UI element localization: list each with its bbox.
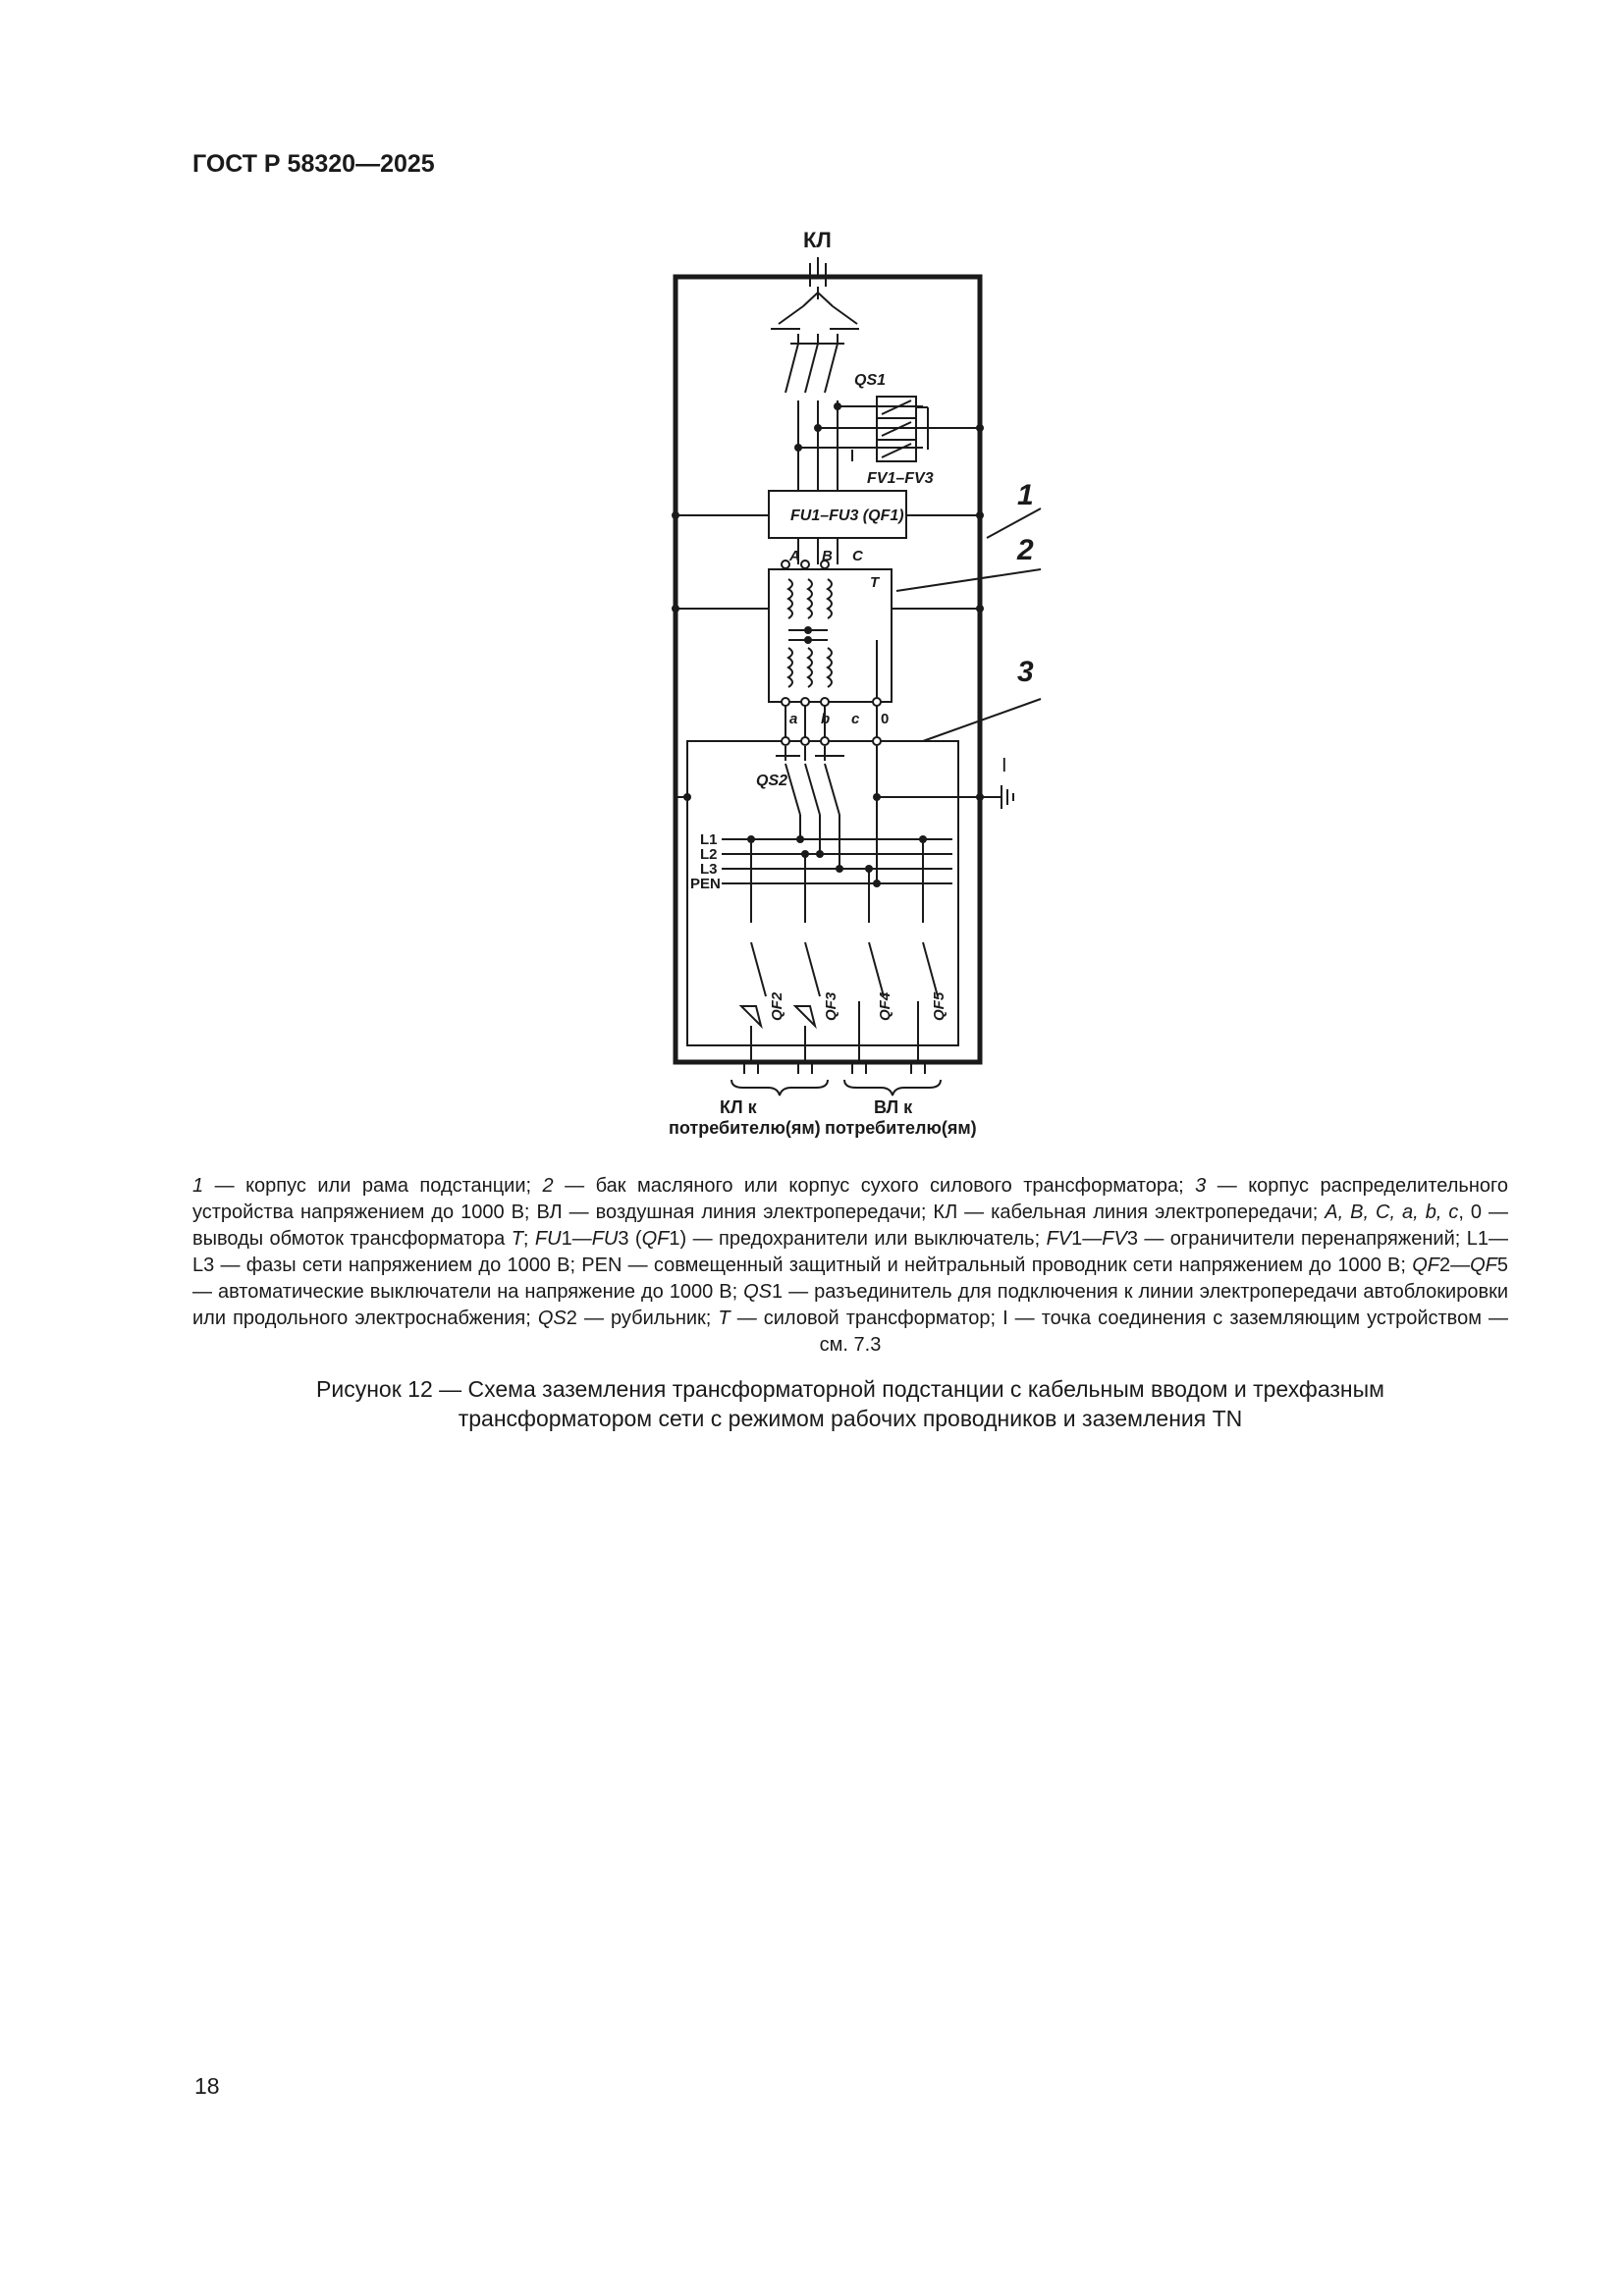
callout-2: 2 (1017, 534, 1034, 566)
legend-symbol: QF (641, 1228, 670, 1250)
document-header: ГОСТ Р 58320—2025 (192, 150, 435, 178)
label-l3: L3 (700, 861, 718, 878)
legend-text: 1 — разъединитель для подключения к линии электропередачи автоблокировки или продольного электроснабжения; (192, 1281, 1508, 1329)
out-kl-line2: потребителю(ям) (669, 1118, 821, 1138)
label-qf5: QF5 (931, 991, 947, 1021)
legend-text: 3 — ограничители перенапряжений; L1—L3 — фазы сети напряжением до 1000 В; PEN — совмещенный защитный и нейтральный проводник сети напряжением до 1000 В; (192, 1228, 1508, 1276)
callout-3: 3 (1017, 656, 1034, 688)
legend-num-2: 2 (542, 1175, 554, 1197)
label-fu: FU1–FU3 (QF1) (790, 507, 904, 524)
label-qs2: QS2 (756, 773, 788, 789)
legend-text: — силовой трансформатор; I — точка соединения с заземляющим устройством — см. 7.3 (730, 1308, 1508, 1356)
legend-text: 3 ( (618, 1228, 642, 1250)
out-kl-line1: КЛ к (720, 1097, 757, 1117)
legend-symbol: QS (743, 1281, 773, 1303)
caption-line-2: трансформатором сети с режимом рабочих проводников и заземления TN (458, 1406, 1243, 1431)
legend-num-3: 3 (1195, 1175, 1207, 1197)
legend-text: , 0 — выводы обмоток трансформатора (192, 1201, 1509, 1250)
label-qf3: QF3 (823, 991, 839, 1021)
label-phase-a-lower: a (789, 711, 798, 727)
legend-text: — корпус распределительного устройства напряжением до 1000 В; ВЛ — воздушная линия электропередачи; КЛ — кабельная линия электропередачи; (192, 1175, 1508, 1223)
legend-text: 2 — рубильник; (566, 1308, 719, 1329)
legend-symbol: FV (1102, 1228, 1127, 1250)
legend-symbol: QF (1412, 1255, 1439, 1276)
legend-terminals: A, B, C, a, b, c (1325, 1201, 1459, 1223)
figure-caption (192, 1374, 1508, 1433)
label-kl-top: КЛ (803, 228, 832, 252)
label-neutral: 0 (881, 711, 890, 727)
label-qf4: QF4 (877, 991, 893, 1021)
label-fv: FV1–FV3 (867, 470, 934, 487)
caption-line-1: Рисунок 12 — Схема заземления трансформаторной подстанции с кабельным вводом и трехфазным (316, 1376, 1384, 1402)
label-pen: PEN (690, 876, 721, 892)
legend-text: ; (522, 1228, 535, 1250)
legend-symbol: T (511, 1228, 523, 1250)
callout-1: 1 (1017, 479, 1034, 511)
label-l2: L2 (700, 846, 718, 863)
legend-symbol: QS (537, 1308, 567, 1329)
legend-text: 2— (1438, 1255, 1471, 1276)
legend-text: — корпус или рама подстанции; (203, 1175, 543, 1197)
label-phase-a-upper: A (789, 548, 800, 564)
label-qf2: QF2 (769, 991, 785, 1021)
legend-symbol: FV (1046, 1228, 1072, 1250)
legend-symbol: QF (1470, 1255, 1497, 1276)
legend-text: 5 — автоматические выключатели на напряжение до 1000 В; (192, 1255, 1508, 1303)
legend-symbol: FU (534, 1228, 562, 1250)
ground-point-label: I (1001, 755, 1007, 776)
legend-text: 1— (1071, 1228, 1103, 1250)
substation-frame (676, 277, 980, 1062)
legend-symbol: FU (591, 1228, 619, 1250)
figure-legend (192, 1173, 1508, 1359)
legend-text: — бак масляного или корпус сухого силового трансформатора; (553, 1175, 1196, 1197)
legend-num-1: 1 (192, 1175, 204, 1197)
page-number: 18 (194, 2073, 220, 2099)
legend-symbol: T (718, 1308, 731, 1329)
out-vl-line2: потребителю(ям) (825, 1118, 977, 1138)
legend-text: 1) — предохранители или выключатель; (669, 1228, 1047, 1250)
label-phase-b-lower: b (821, 711, 831, 727)
label-t: T (870, 574, 880, 591)
out-vl-line1: ВЛ к (874, 1097, 913, 1117)
label-phase-c-upper: C (852, 548, 863, 564)
label-phase-b-upper: B (822, 548, 833, 564)
legend-text: 1— (561, 1228, 592, 1250)
label-qs1: QS1 (854, 372, 887, 389)
label-l1: L1 (700, 831, 718, 848)
label-phase-c-lower: c (851, 711, 860, 727)
